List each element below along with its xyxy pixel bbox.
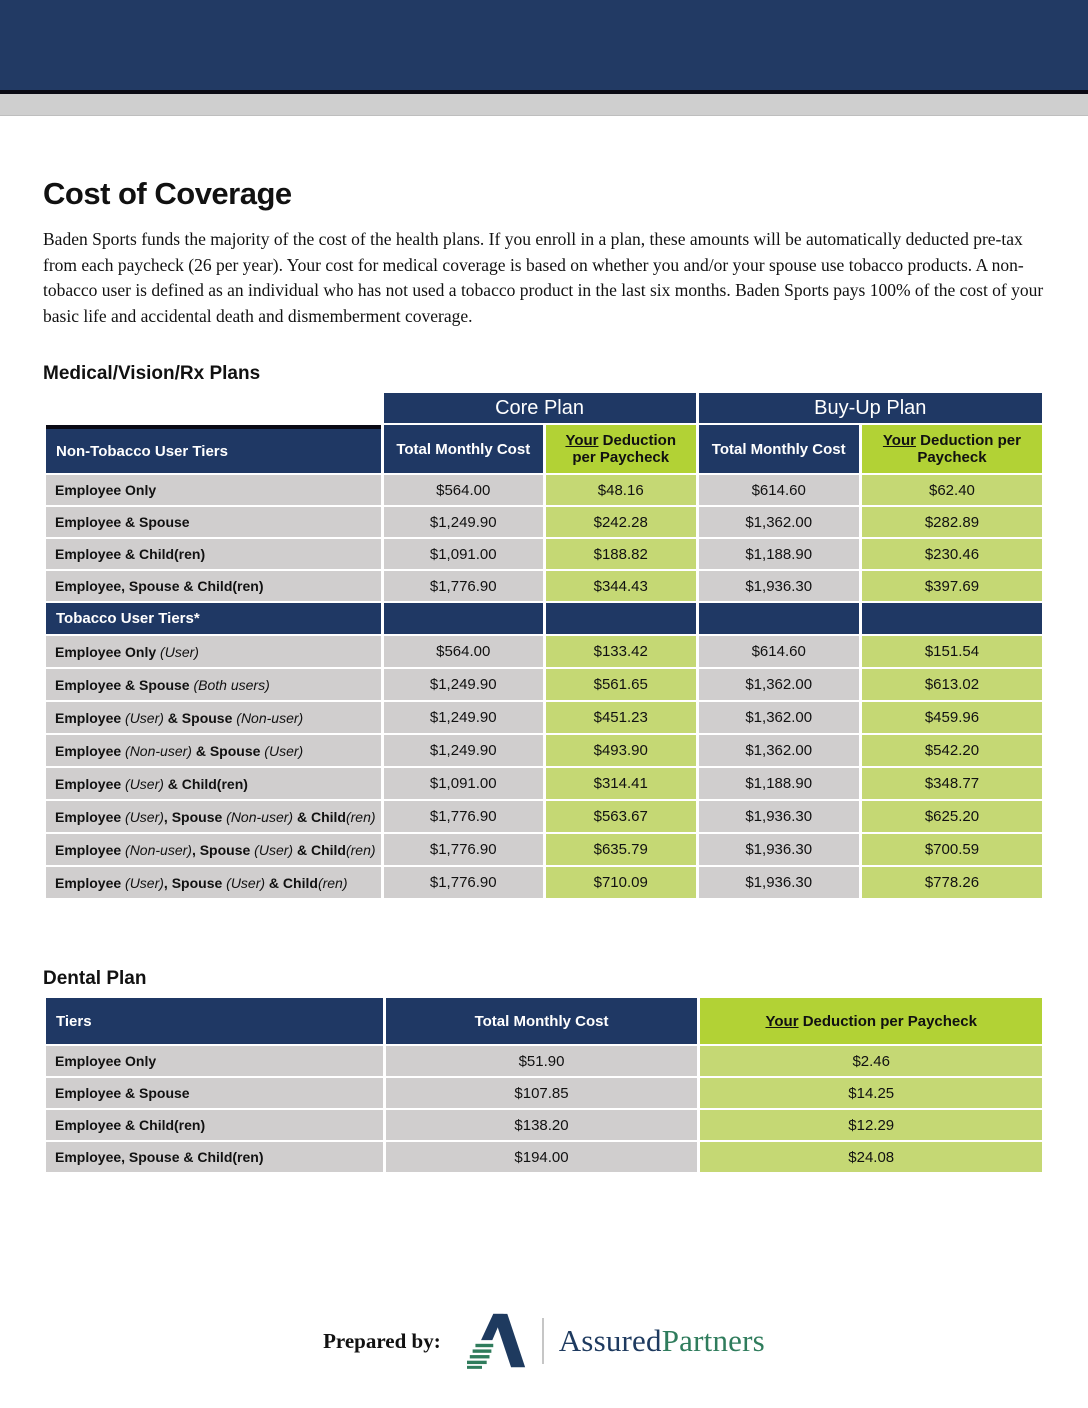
top-banner: [0, 0, 1088, 90]
cost-cell: $1,936.30: [699, 801, 859, 832]
tier-cell: Employee (Non-user) & Spouse (User): [46, 735, 381, 766]
cost-cell: $1,249.90: [384, 702, 543, 733]
plan-header-spacer-cell: [46, 393, 381, 423]
core-total-monthly-header: Total Monthly Cost: [384, 425, 543, 473]
cost-cell: $282.89: [862, 507, 1042, 537]
plan-header-row: [46, 393, 1042, 423]
tobacco-header-empty-cell: [546, 603, 696, 634]
table-row: [46, 507, 1042, 537]
cost-cell: $1,936.30: [699, 867, 859, 898]
cost-cell: $710.09: [546, 867, 696, 898]
tier-cell: Employee & Child(ren): [46, 539, 381, 569]
cost-cell: $563.67: [546, 801, 696, 832]
cost-cell: $614.60: [699, 636, 859, 667]
footer: [43, 1312, 1045, 1370]
cost-cell: $107.85: [386, 1078, 698, 1108]
non-tobacco-rows-body: [46, 475, 1042, 601]
cost-cell: $1,091.00: [384, 539, 543, 569]
buyup-deduction-header: [862, 425, 1042, 473]
table-row: [46, 571, 1042, 601]
table-row: [46, 636, 1042, 667]
table-row: [46, 1110, 1042, 1140]
tobacco-header-empty-cell: [384, 603, 543, 634]
cost-cell: $2.46: [700, 1046, 1042, 1076]
table-row: [46, 669, 1042, 700]
cost-cell: $397.69: [862, 571, 1042, 601]
table-row: [46, 801, 1042, 832]
table-row: [46, 1078, 1042, 1108]
cost-cell: $625.20: [862, 801, 1042, 832]
dental-plan-table: [43, 996, 1045, 1174]
deduction-label: Deduction per Paycheck: [802, 1012, 977, 1030]
cost-cell: $12.29: [700, 1110, 1042, 1140]
cost-cell: $542.20: [862, 735, 1042, 766]
table-row: [46, 702, 1042, 733]
assuredpartners-logo: [467, 1312, 765, 1370]
tier-cell: Employee, Spouse & Child(ren): [46, 571, 381, 601]
cost-cell: $1,936.30: [699, 571, 859, 601]
cost-cell: $1,091.00: [384, 768, 543, 799]
table-row: [46, 539, 1042, 569]
tier-cell: Employee & Spouse: [46, 1078, 383, 1108]
cost-cell: $1,362.00: [699, 507, 859, 537]
brand-secondary-text: Partners: [661, 1323, 765, 1359]
cost-cell: $133.42: [546, 636, 696, 667]
core-plan-header: Core Plan: [384, 393, 696, 423]
cost-cell: $1,188.90: [699, 768, 859, 799]
dental-section-title: Dental Plan: [43, 968, 147, 990]
dental-deduction-header: [700, 998, 1042, 1044]
cost-cell: $138.20: [386, 1110, 698, 1140]
cost-cell: $314.41: [546, 768, 696, 799]
cost-cell: $1,188.90: [699, 539, 859, 569]
cost-cell: $778.26: [862, 867, 1042, 898]
cost-cell: $614.60: [699, 475, 859, 505]
table-row: [46, 1046, 1042, 1076]
cost-cell: $451.23: [546, 702, 696, 733]
cost-cell: $564.00: [384, 636, 543, 667]
tier-cell: Employee & Spouse: [46, 507, 381, 537]
tier-cell: Employee Only: [46, 475, 381, 505]
tier-cell: Employee & Spouse (Both users): [46, 669, 381, 700]
cost-cell: $51.90: [386, 1046, 698, 1076]
cost-cell: $151.54: [862, 636, 1042, 667]
cost-cell: $1,249.90: [384, 669, 543, 700]
cost-cell: $188.82: [546, 539, 696, 569]
tier-cell: Employee (User) & Spouse (Non-user): [46, 702, 381, 733]
deduction-label: Deduction per Paycheck: [572, 432, 677, 467]
your-underlined-label: Your: [882, 432, 916, 450]
banner-gray-strip: [0, 94, 1088, 116]
cost-cell: $348.77: [862, 768, 1042, 799]
cost-cell: $493.90: [546, 735, 696, 766]
cost-cell: $1,776.90: [384, 867, 543, 898]
cost-cell: $230.46: [862, 539, 1042, 569]
core-deduction-header: [546, 425, 696, 473]
tobacco-header-body: [46, 603, 1042, 634]
medical-section-title: Medical/Vision/Rx Plans: [43, 363, 261, 385]
cost-cell: $62.40: [862, 475, 1042, 505]
cost-cell: $700.59: [862, 834, 1042, 865]
cost-cell: $1,362.00: [699, 735, 859, 766]
tobacco-rows-body: [46, 636, 1042, 898]
dental-tiers-header: Tiers: [46, 998, 383, 1044]
dental-header-row: [46, 998, 1042, 1044]
cost-cell: $1,249.90: [384, 507, 543, 537]
cost-cell: $1,249.90: [384, 735, 543, 766]
cost-cell: $1,362.00: [699, 702, 859, 733]
cost-cell: $459.96: [862, 702, 1042, 733]
your-underlined-label: Your: [765, 1012, 799, 1030]
cost-cell: $1,936.30: [699, 834, 859, 865]
dental-rows-body: [46, 1046, 1042, 1172]
prepared-by-label: Prepared by:: [323, 1328, 441, 1353]
tier-cell: Employee & Child(ren): [46, 1110, 383, 1140]
cost-cell: $24.08: [700, 1142, 1042, 1172]
tier-cell: Employee (Non-user), Spouse (User) & Child(ren): [46, 834, 381, 865]
tier-cell: Employee, Spouse & Child(ren): [46, 1142, 383, 1172]
cost-cell: $242.28: [546, 507, 696, 537]
table-row: [46, 1142, 1042, 1172]
table-row: [46, 834, 1042, 865]
cost-cell: $1,776.90: [384, 801, 543, 832]
logo-divider: [542, 1318, 544, 1364]
cost-cell: $344.43: [546, 571, 696, 601]
cost-cell: $14.25: [700, 1078, 1042, 1108]
table-row: [46, 867, 1042, 898]
cost-cell: $635.79: [546, 834, 696, 865]
assuredpartners-a-icon: [467, 1312, 527, 1370]
buyup-total-monthly-header: Total Monthly Cost: [699, 425, 859, 473]
table-row: [46, 768, 1042, 799]
cost-cell: $1,776.90: [384, 571, 543, 601]
tobacco-tiers-header: Tobacco User Tiers*: [46, 603, 381, 634]
tier-cell: Employee (User), Spouse (User) & Child(ren): [46, 867, 381, 898]
cost-cell: $561.65: [546, 669, 696, 700]
medical-header-body: [46, 393, 1042, 473]
tier-cell: Employee (User) & Child(ren): [46, 768, 381, 799]
page-title: Cost of Coverage: [43, 176, 292, 211]
tobacco-header-empty-cell: [699, 603, 859, 634]
tobacco-section-row: [46, 603, 1042, 634]
dental-header-body: [46, 998, 1042, 1044]
cost-cell: $1,362.00: [699, 669, 859, 700]
buyup-plan-header: Buy-Up Plan: [699, 393, 1042, 423]
deduction-label: Deduction per Paycheck: [917, 432, 1021, 467]
cost-cell: $1,776.90: [384, 834, 543, 865]
column-header-row: [46, 425, 1042, 473]
your-underlined-label: Your: [565, 432, 599, 450]
tier-cell: Employee Only: [46, 1046, 383, 1076]
brand-wordmark: [559, 1323, 765, 1359]
dental-total-monthly-header: Total Monthly Cost: [386, 998, 698, 1044]
intro-paragraph: Baden Sports funds the majority of the cost of the health plans. If you enroll in a plan, these amounts will be automatically deducted pre-tax from each paycheck (26 per year). Your cost for medical coverage is based on whether you and/or your spouse use tobacco products. A non-tobacco user is defined as an individual who has not used a tobacco product in the last six months. Baden Sports pays 100% of the cost of your basic life and accidental death and dismemberment coverage.: [43, 229, 1044, 326]
tier-cell: Employee (User), Spouse (Non-user) & Child(ren): [46, 801, 381, 832]
cost-cell: $564.00: [384, 475, 543, 505]
brand-primary-text: Assured: [558, 1323, 662, 1359]
table-row: [46, 735, 1042, 766]
cost-cell: $613.02: [862, 669, 1042, 700]
medical-plans-table: [43, 391, 1045, 900]
tier-cell: Employee Only (User): [46, 636, 381, 667]
non-tobacco-tiers-header: Non-Tobacco User Tiers: [46, 425, 381, 473]
cost-cell: $194.00: [386, 1142, 698, 1172]
cost-cell: $48.16: [546, 475, 696, 505]
table-row: [46, 475, 1042, 505]
page-content: [0, 176, 1088, 1370]
tobacco-header-empty-cell: [862, 603, 1042, 634]
